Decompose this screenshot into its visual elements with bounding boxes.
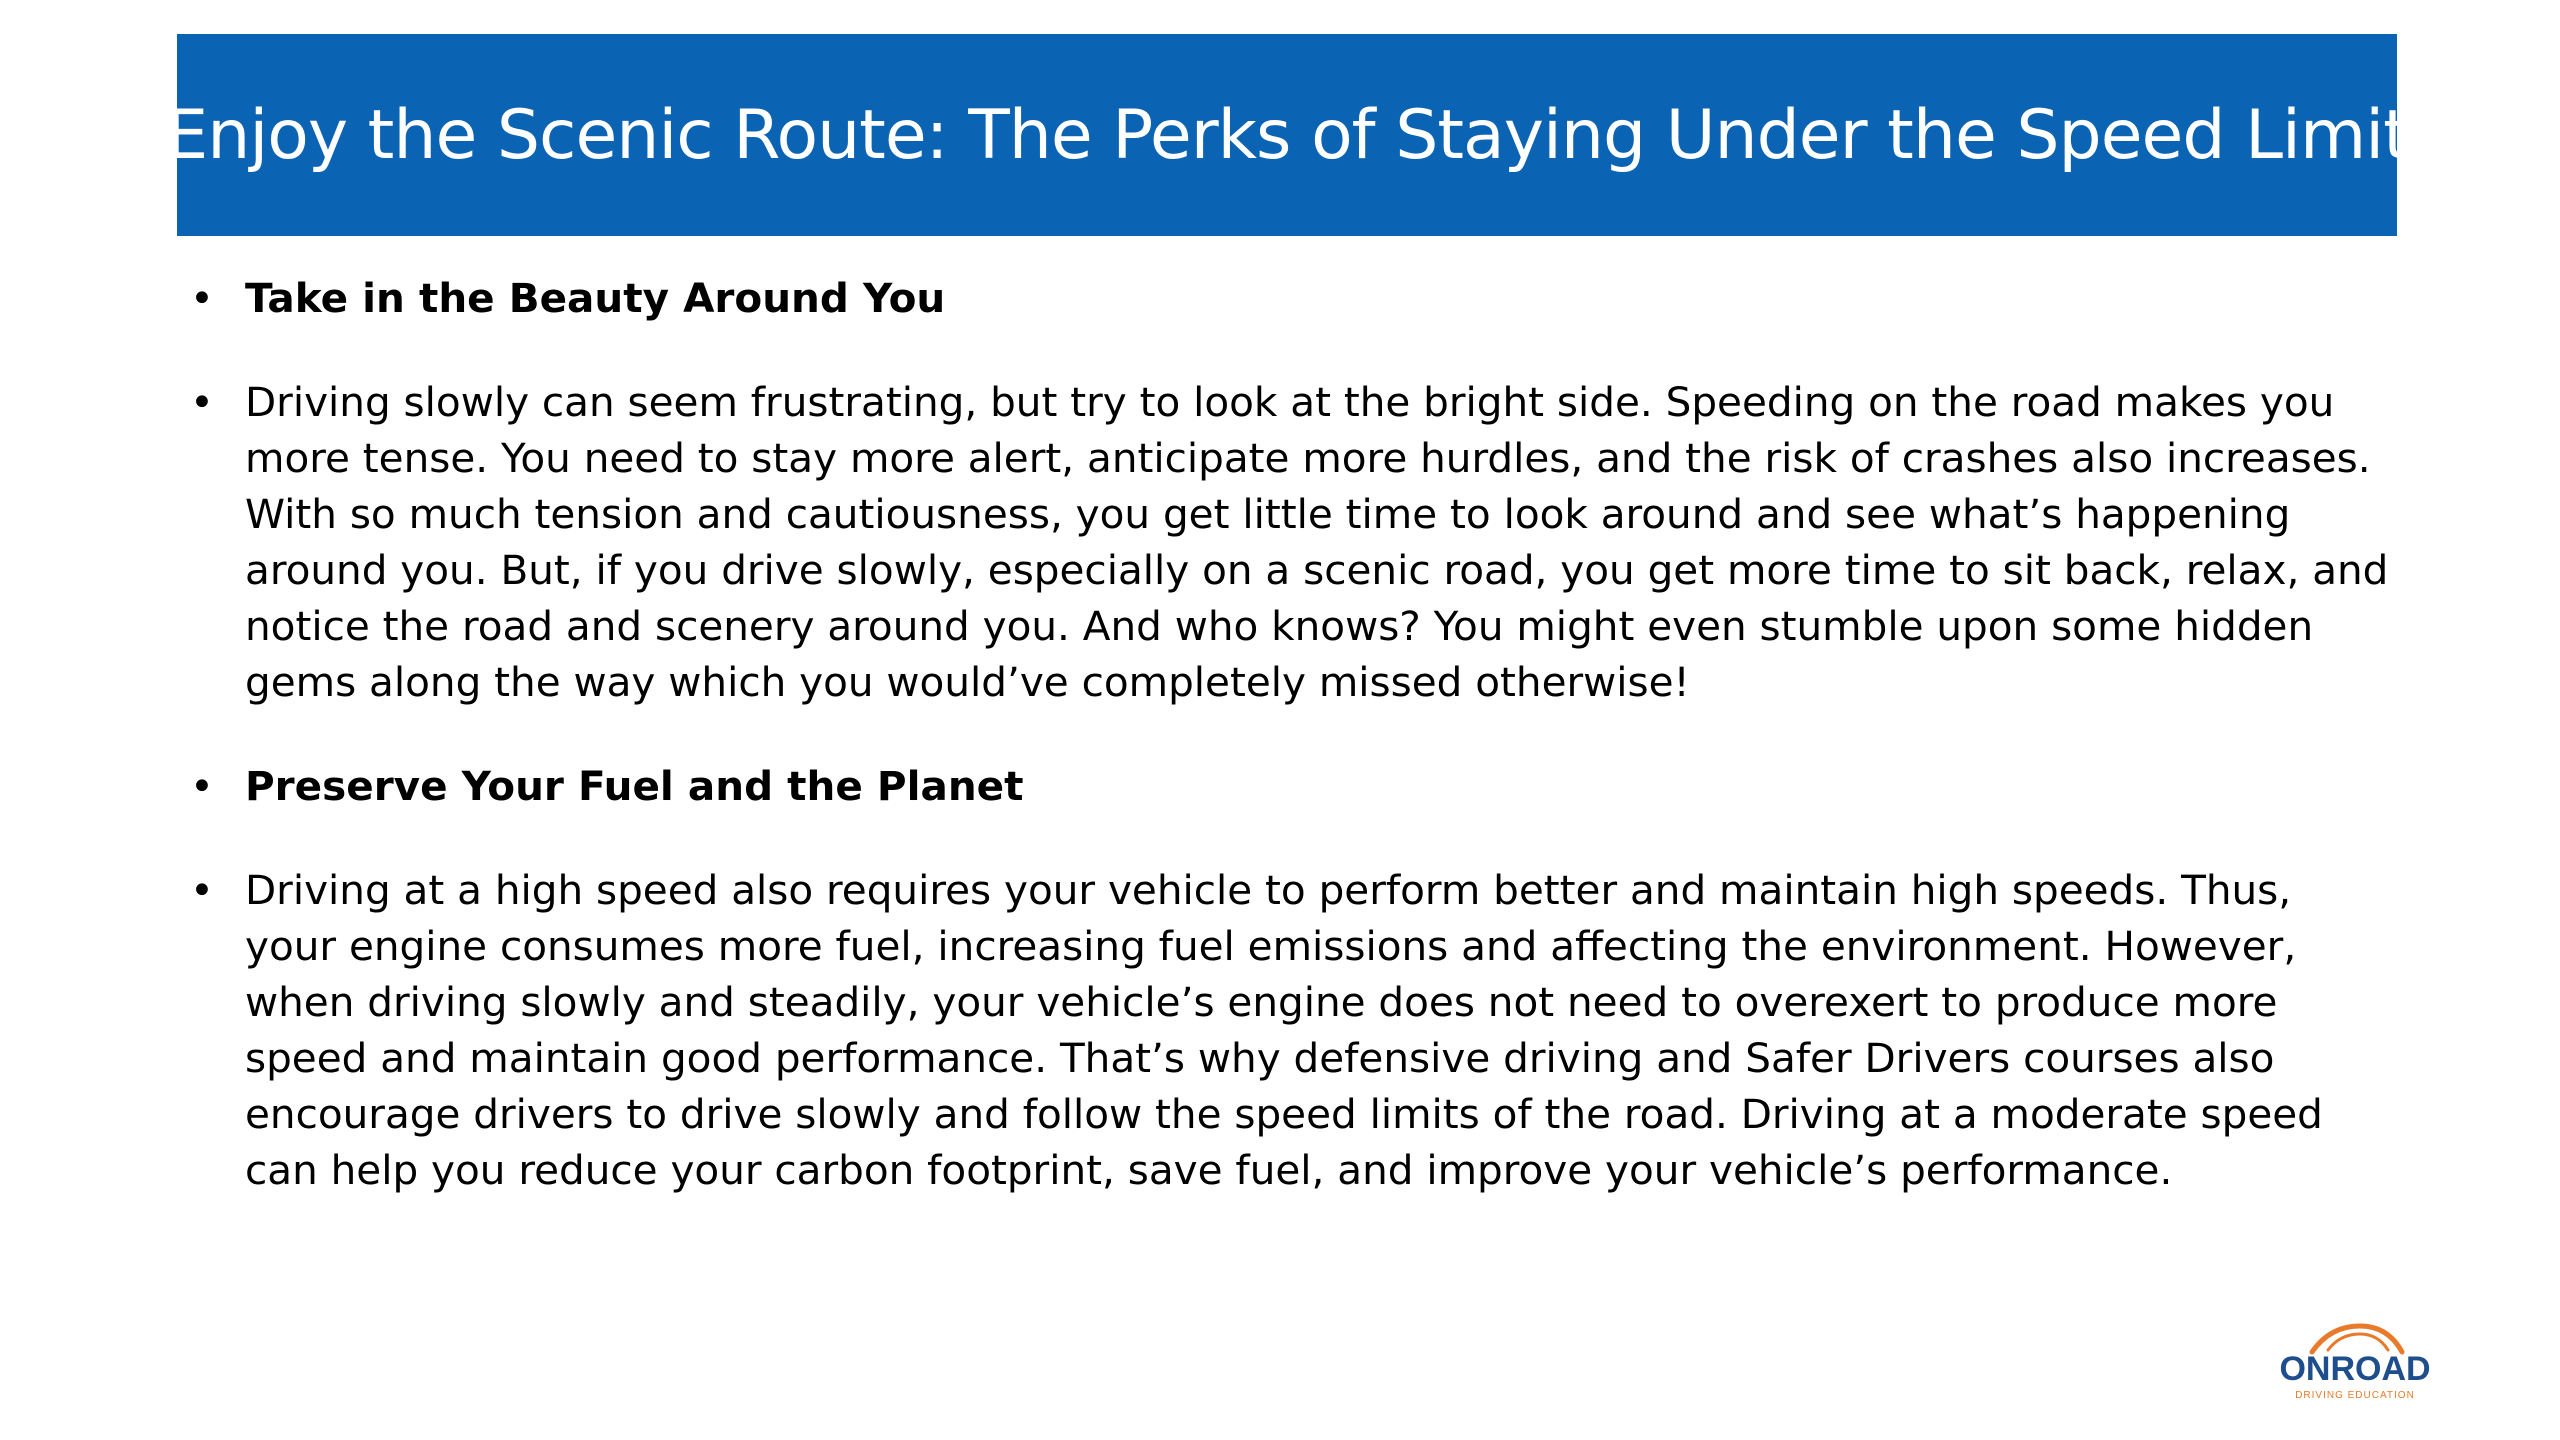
logo-wordmark: ONROAD bbox=[2279, 1350, 2431, 1388]
bullet-marker: • bbox=[190, 866, 214, 914]
bullet-heading bbox=[190, 758, 2390, 814]
bullet-paragraph-text: Driving slowly can seem frustrating, but try to look at the bright side. Speeding on the road makes you more tense. You need to stay more alert, anticipate more hurdles, and the risk of crashes also increases. With so much tension and cautiousness, you get little time to look around and see what’s happening around you. But, if you drive slowly, especially on a scenic road, you get more time to sit back, relax, and notice the road and scenery around you. And who knows? You might even stumble upon some hidden gems along the way which you would’ve completely missed otherwise! bbox=[245, 378, 2389, 706]
title-bar bbox=[165, 34, 2409, 236]
logo-car-window bbox=[2328, 1334, 2388, 1350]
bullet-paragraph bbox=[190, 374, 2390, 710]
bullet-heading-text: Preserve Your Fuel and the Planet bbox=[245, 762, 1024, 810]
onroad-logo bbox=[2260, 1318, 2450, 1408]
bullet-marker: • bbox=[190, 762, 214, 810]
bullet-paragraph bbox=[190, 862, 2390, 1198]
slide-content bbox=[190, 270, 2390, 1246]
bullet-heading bbox=[190, 270, 2390, 326]
logo-tagline: DRIVING EDUCATION bbox=[2295, 1390, 2415, 1401]
bullet-paragraph-text: Driving at a high speed also requires your vehicle to perform better and maintain high speeds. Thus, your engine consumes more fuel, increasing fuel emissions and affecting the environment. However, when driving slowly and steadily, your vehicle’s engine does not need to overexert to produce more speed and maintain good performance. That’s why defensive driving and Safer Drivers courses also encourage drivers to drive slowly and follow the speed limits of the road. Driving at a moderate speed can help you reduce your carbon footprint, save fuel, and improve your vehicle’s performance. bbox=[245, 866, 2323, 1194]
bullet-marker: • bbox=[190, 378, 214, 426]
bullet-marker: • bbox=[190, 274, 214, 322]
slide-title: Enjoy the Scenic Route: The Perks of Staying Under the Speed Limit bbox=[165, 95, 2409, 175]
bullet-heading-text: Take in the Beauty Around You bbox=[245, 274, 946, 322]
